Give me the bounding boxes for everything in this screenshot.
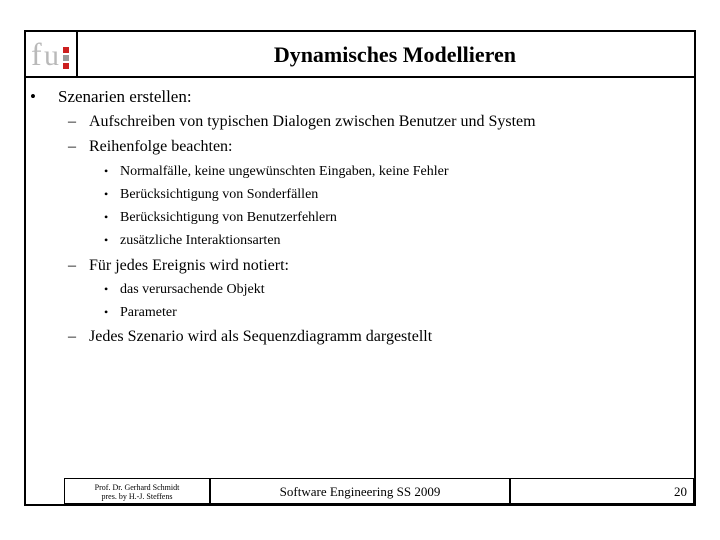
small-bullet-marker: • bbox=[104, 233, 109, 247]
footer-author bbox=[64, 478, 210, 504]
list-item bbox=[104, 282, 265, 298]
logo-cell bbox=[26, 32, 78, 76]
list-item-text: das verursachende Objekt bbox=[120, 282, 265, 297]
list-item bbox=[104, 187, 318, 203]
author-line: Prof. Dr. Gerhard Schmidt bbox=[94, 483, 180, 492]
main-bullet-item bbox=[30, 87, 192, 107]
list-item bbox=[104, 164, 449, 180]
footer-course: Software Engineering SS 2009 bbox=[210, 478, 510, 504]
small-bullet-marker: • bbox=[104, 210, 109, 224]
sub-item-ereignis bbox=[68, 257, 289, 275]
dash-marker: – bbox=[68, 138, 76, 155]
slide-header bbox=[24, 30, 696, 78]
sub-item-text: Aufschreiben von typischen Dialogen zwischen Benutzer und System bbox=[89, 113, 536, 130]
list-item-text: zusätzliche Interaktionsarten bbox=[120, 233, 281, 248]
list-item bbox=[104, 210, 337, 226]
sub-item-text: Reihenfolge beachten: bbox=[89, 138, 233, 155]
bullet-marker: • bbox=[30, 87, 36, 106]
dash-marker: – bbox=[68, 328, 76, 345]
page-number: 20 bbox=[510, 478, 694, 504]
dash-marker: – bbox=[68, 257, 76, 274]
small-bullet-marker: • bbox=[104, 282, 109, 296]
small-bullet-marker: • bbox=[104, 164, 109, 178]
list-item bbox=[104, 233, 281, 249]
list-item-text: Berücksichtigung von Sonderfällen bbox=[120, 187, 319, 202]
list-item-text: Normalfälle, keine ungewünschten Eingaben, keine Fehler bbox=[120, 164, 449, 179]
small-bullet-marker: • bbox=[104, 187, 109, 201]
sub-item-reihenfolge bbox=[68, 138, 233, 156]
list-item-text: Berücksichtigung von Benutzerfehlern bbox=[120, 210, 337, 225]
sub-item-text: Jedes Szenario wird als Sequenzdiagramm dargestellt bbox=[89, 328, 433, 345]
svg-text:u: u bbox=[44, 39, 59, 72]
svg-text:f: f bbox=[31, 36, 42, 72]
main-bullet-text: Szenarien erstellen: bbox=[58, 87, 192, 106]
slide-footer bbox=[24, 478, 696, 506]
sub-item-text: Für jedes Ereignis wird notiert: bbox=[89, 257, 289, 274]
list-item-text: Parameter bbox=[120, 305, 177, 320]
sub-item-szenario bbox=[68, 328, 432, 346]
sub-item-aufschreiben bbox=[68, 113, 536, 131]
list-item bbox=[104, 305, 177, 321]
dash-marker: – bbox=[68, 113, 76, 130]
slide-title: Dynamisches Modellieren bbox=[273, 42, 516, 67]
author-line: pres. by H.-J. Steffens bbox=[101, 492, 173, 501]
small-bullet-marker: • bbox=[104, 305, 109, 319]
university-logo bbox=[28, 35, 72, 73]
